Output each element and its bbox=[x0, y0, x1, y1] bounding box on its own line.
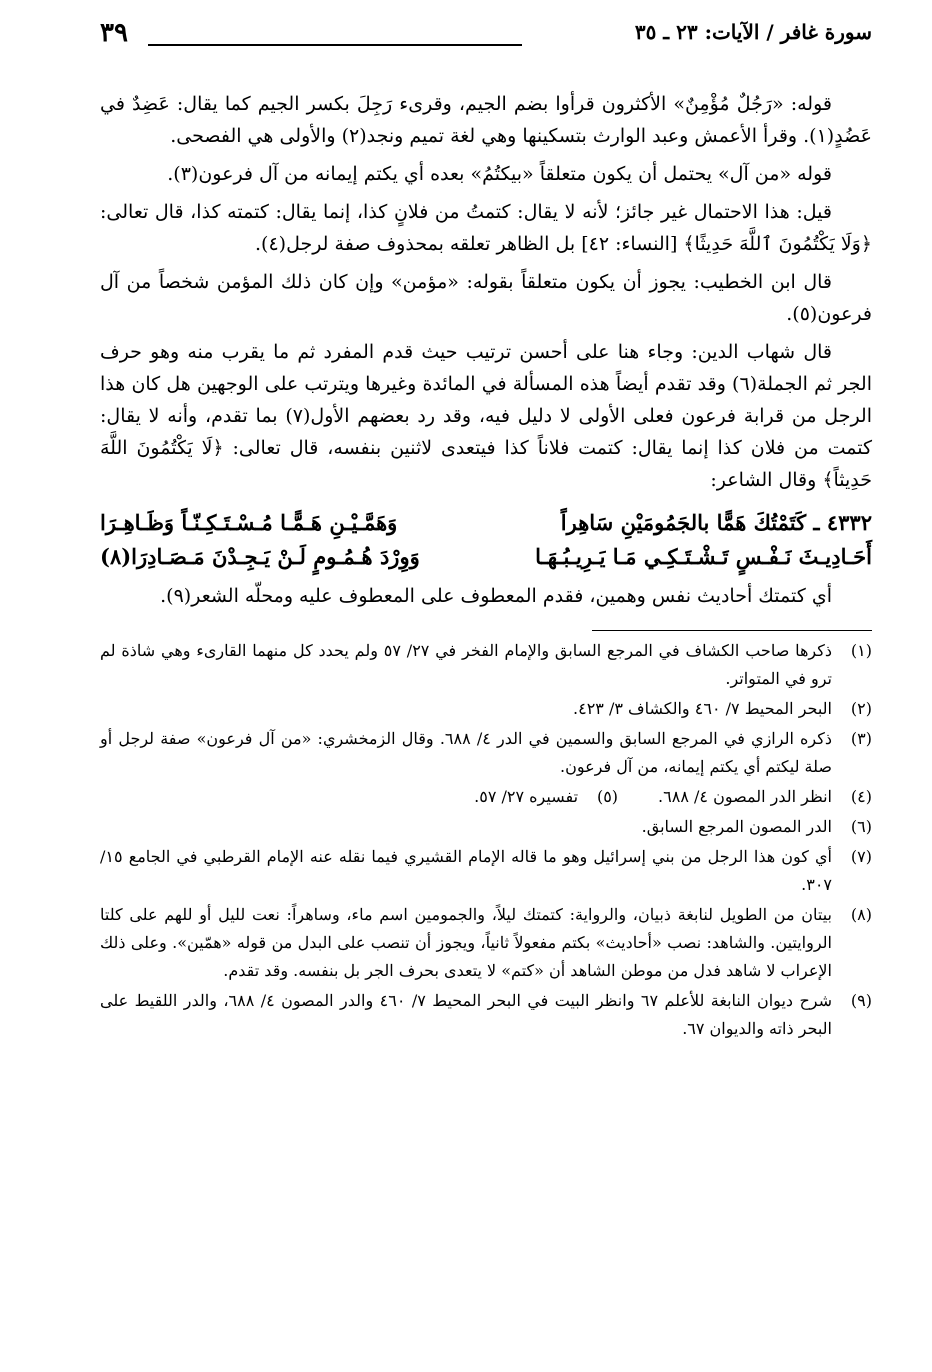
footnote-text: أي كون هذا الرجل من بني إسرائيل وهو ما قاله الإمام القشيري فيما نقله عنه الإمام القرطبي في الجامع ١٥/ ٣٠٧. bbox=[100, 847, 832, 894]
page-number: ٣٩ bbox=[100, 18, 128, 48]
footnote-number: (٩) bbox=[850, 991, 872, 1010]
footnote bbox=[100, 637, 872, 693]
footnote bbox=[474, 783, 618, 811]
footnote bbox=[658, 783, 872, 811]
poem-hemistich: وَوِرْدَ هُـمُـومٍ لَـنْ يَـجِـدْنَ مَـصَـادِرَا(٨) bbox=[100, 544, 420, 569]
paragraph: أي كتمتك أحاديث نفس وهمين، فقدم المعطوف على المعطوف عليه ومحلّه الشعر(٩). bbox=[160, 585, 832, 607]
poem-hemistich: وَهَمَّـيْـنِ هَـمًّـا مُـسْـتَـكِـنّـاً وَظَـاهِـرَا bbox=[100, 510, 398, 535]
footnote-text: تفسيره ٢٧/ ٥٧. bbox=[474, 787, 579, 806]
footnote-number: (٥) bbox=[596, 787, 619, 806]
page-header bbox=[100, 18, 872, 52]
poem-hemistich: أَحَـادِيـثَ نَـفْـسٍ تَـشْـتَـكِـي مَـا يَـرِيـبُـهَـا bbox=[535, 544, 872, 569]
footnote-number: (٢) bbox=[850, 699, 872, 718]
footnote-text: ذكره الرازي في المرجع السابق والسمين في الدر ٤/ ٦٨٨. وقال الزمخشري: «من آل فرعون» صفة لرجل أو صلة ليكتم أي يكتم إيمانه، من آل فرعون. bbox=[100, 729, 833, 776]
footnote-number: (٦) bbox=[850, 817, 872, 836]
footnote-text: البحر المحيط ٧/ ٤٦٠ والكشاف ٣/ ٤٢٣. bbox=[573, 699, 832, 718]
header-rule bbox=[148, 44, 522, 46]
main-text bbox=[100, 88, 872, 612]
footnote-text: بيتان من الطويل لنابغة ذبيان، والرواية: كتمتك ليلاً، والجمومين اسم ماء، وساهراً: نعت لليل أو للهم على كلتا الروايتين. والشاهد: نصب «أحاديث» بكتم مفعولاً ثانياً، ويجوز أن تنصب على البدل من قوله «همّين». وعلى ذلك الإعراب لا شاهد فدل من موطن الشاهد أن «كتم» لا يتعدى بحرف الجر بل بنفسه. وقد تقدم. bbox=[100, 905, 832, 980]
footnote-text: ذكرها صاحب الكشاف في المرجع السابق والإمام الفخر في ٢٧/ ٥٧ ولم يحدد كل منهما القارىء وهي شاذة لم ترو في المتواتر. bbox=[100, 641, 832, 688]
paragraph: قيل: هذا الاحتمال غير جائز؛ لأنه لا يقال: كتمتُ من فلانٍ كذا، إنما يقال: كتمته كذا، قال تعالى: ﴿وَلَا يَكْتُمُونَ ٱللَّهَ حَدِيثًا﴾ [النساء: ٤٢] بل الظاهر تعلقه بمحذوف صفة لرجل(٤). bbox=[100, 201, 872, 255]
footnote bbox=[100, 695, 872, 723]
poem-hemistich: ٤٣٣٢ ـ كَتَمْتُكَ هَمًّا بالجَمُومَيْنِ سَاهِراً bbox=[560, 510, 872, 535]
footnote-number: (٨) bbox=[850, 905, 872, 924]
paragraph: قال شهاب الدين: وجاء هنا على أحسن ترتيب حيث قدم المفرد ثم ما يقرب منه وهو حرف الجر ثم الجملة(٦) وقد تقدم أيضاً هذه المسألة في المائدة وغيرها ويترتب على الوجهين هل كان هذا الرجل من قرابة فرعون فعلى الأولى لا دليل فيه، وقد رد بعضهم الأول(٧) بما تقدم، وأنه لا يقال: كتمت من فلان كذا إنما يقال: كتمت فلاناً كذا فيتعدى لاثنين بنفسه، قال تعالى: ﴿لَا يَكْتُمُونَ اللَّهَ حَدِيثاً﴾ وقال الشاعر: bbox=[100, 341, 872, 491]
running-title: سورة غافر / الآيات: ٢٣ ـ ٣٥ bbox=[634, 20, 872, 44]
footnote bbox=[100, 843, 872, 899]
paragraph: قال ابن الخطيب: يجوز أن يكون متعلقاً بقوله: «مؤمن» وإن كان ذلك المؤمن شخصاً من آل فرعون(٥). bbox=[100, 271, 872, 325]
page bbox=[100, 18, 872, 1372]
footnote-text: الدر المصون المرجع السابق. bbox=[641, 817, 832, 836]
footnote-text: انظر الدر المصون ٤/ ٦٨٨. bbox=[658, 787, 832, 806]
footnote-text: شرح ديوان النابغة للأعلم ٦٧ وانظر البيت في البحر المحيط ٧/ ٤٦٠ والدر المصون ٤/ ٦٨٨، والدر اللقيط على البحر ذاته والديوان ٦٧. bbox=[100, 991, 833, 1038]
footnote-number: (٤) bbox=[850, 787, 872, 806]
poem bbox=[100, 506, 872, 574]
footnote bbox=[100, 987, 872, 1043]
footnote-number: (١) bbox=[850, 641, 872, 660]
footnote-pair bbox=[100, 783, 872, 813]
poem-verse bbox=[100, 506, 872, 540]
footnote-separator bbox=[592, 630, 872, 631]
footnote-number: (٣) bbox=[850, 729, 872, 748]
paragraph: قوله: «رَجُلٌ مُؤْمِنٌ» الأكثرون قرأوا بضم الجيم، وقرىء رَجِلَ بكسر الجيم كما يقال: عَضِدٌ في عَضُدٍ(١). وقرأ الأعمش وعبد الوارث بتسكينها وهي لغة تميم ونجد(٢) والأولى هي الفصحى. bbox=[100, 93, 872, 147]
poem-verse bbox=[100, 540, 872, 574]
footnote bbox=[100, 901, 872, 985]
footnotes bbox=[100, 637, 872, 1043]
footnote-number: (٧) bbox=[850, 847, 872, 866]
footnote bbox=[100, 813, 872, 841]
paragraph: قوله «من آل» يحتمل أن يكون متعلقاً «بيكتُمُ» بعده أي يكتم إيمانه من آل فرعون(٣). bbox=[167, 163, 832, 185]
footnote bbox=[100, 725, 872, 781]
